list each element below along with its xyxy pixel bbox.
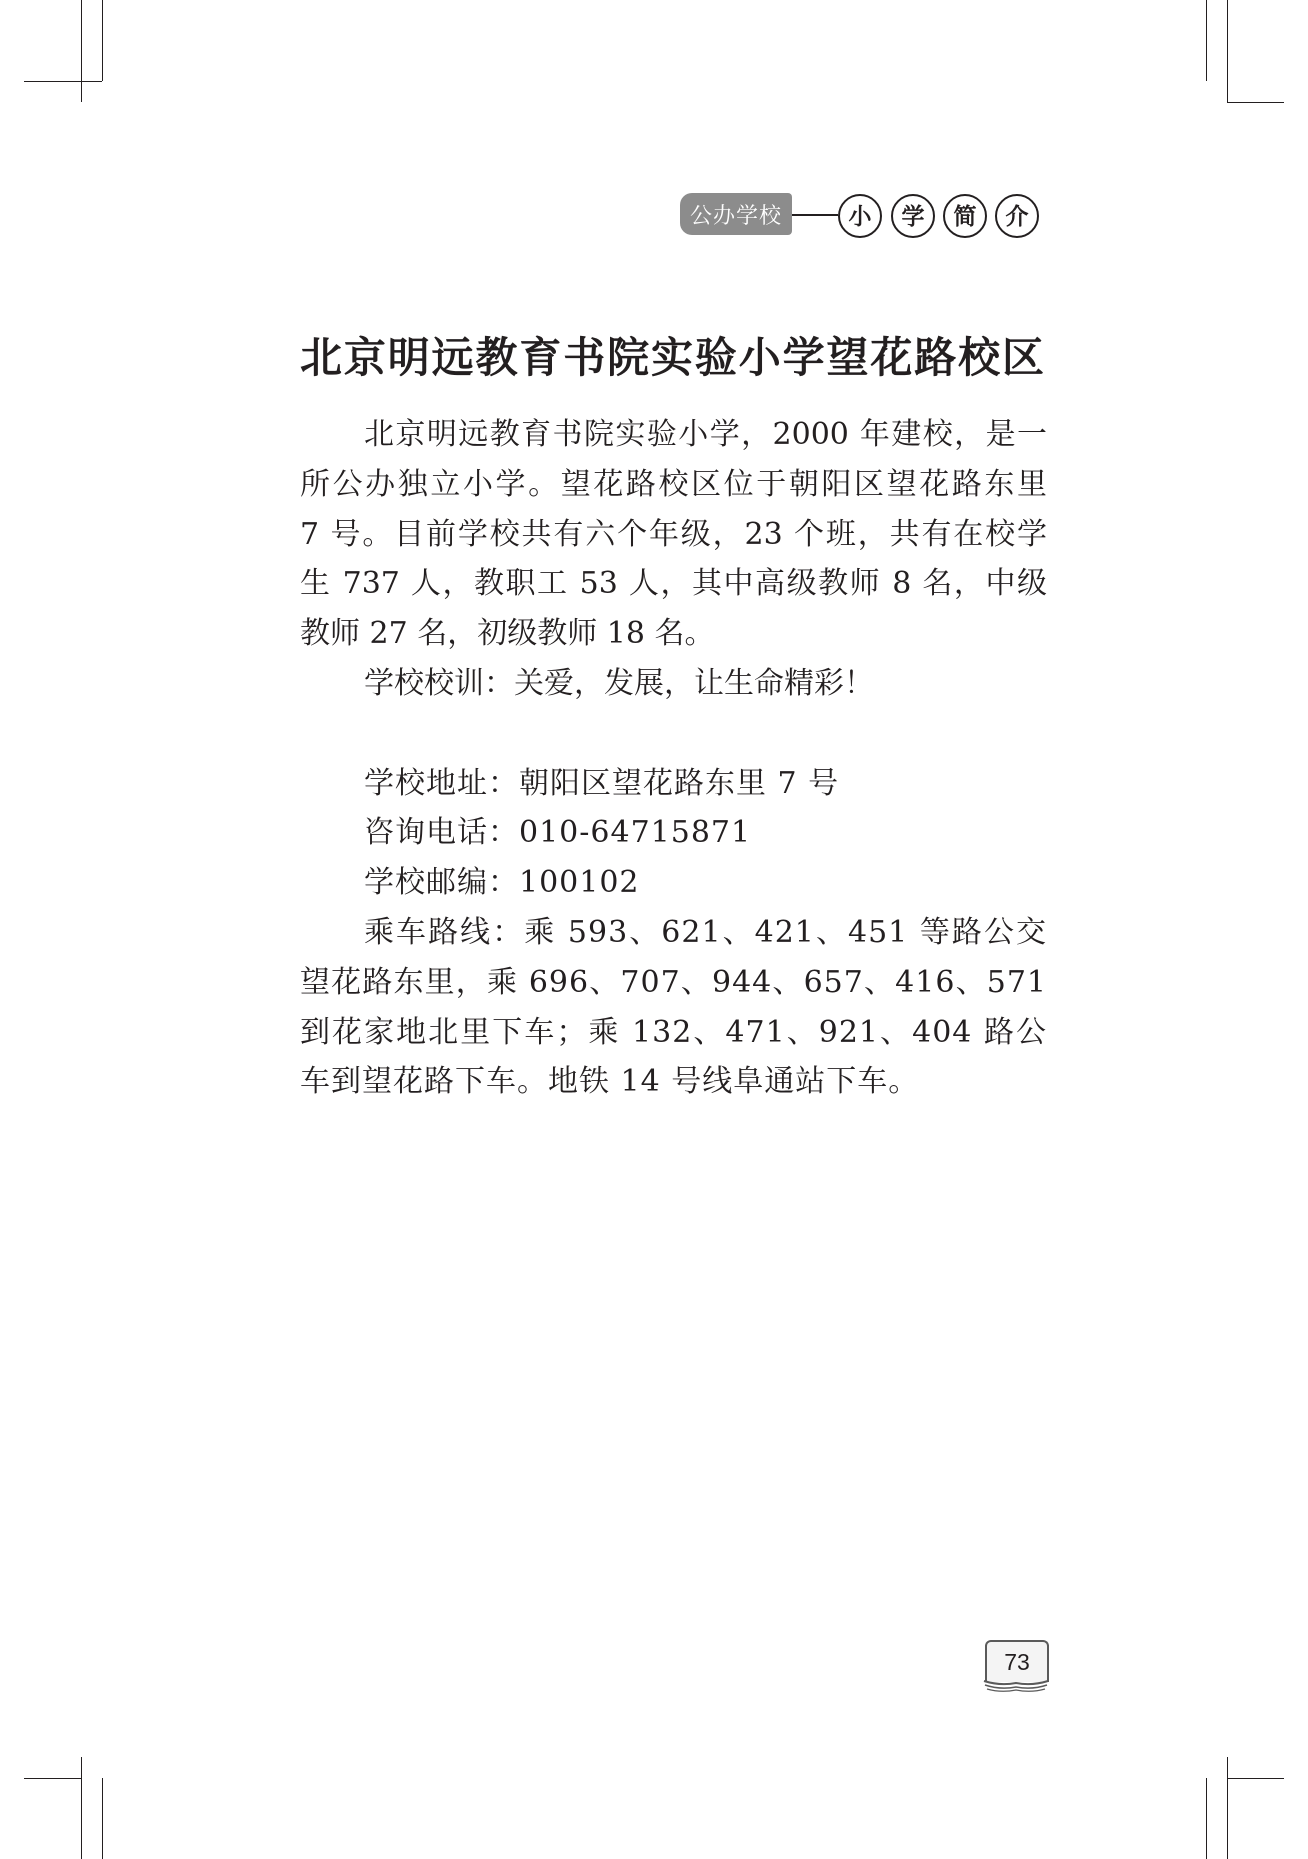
crop-mark	[24, 81, 102, 82]
address-label: 学校地址：	[364, 765, 519, 801]
crop-mark	[1227, 1757, 1228, 1859]
postcode-value: 100102	[519, 865, 640, 901]
crop-mark	[81, 0, 82, 102]
crop-mark	[24, 1778, 81, 1779]
postcode-line	[300, 858, 1047, 908]
address-value: 朝阳区望花路东里 7 号	[519, 765, 840, 801]
crop-mark	[1227, 1778, 1284, 1779]
book-pages-icon	[983, 1680, 1049, 1692]
intro-line: 7 号。目前学校共有六个年级，23 个班，共有在校学	[300, 516, 1047, 552]
crop-mark	[1206, 1778, 1207, 1859]
phone-line	[300, 808, 1047, 858]
section-char-circle: 简	[943, 194, 987, 238]
section-char-circle: 介	[995, 194, 1039, 238]
crop-mark	[81, 1757, 82, 1859]
route-label: 乘车路线：	[364, 914, 525, 950]
route-line: 车到望花路下车。地铁 14 号线阜通站下车。	[300, 1064, 920, 1100]
header-connector-line	[792, 214, 838, 216]
phone-value: 010-64715871	[519, 815, 752, 851]
address-line	[300, 759, 1047, 809]
section-char-circle: 学	[891, 194, 935, 238]
crop-mark	[1206, 0, 1207, 81]
intro-line: 教师 27 名，初级教师 18 名。	[300, 616, 715, 652]
intro-line: 北京明远教育书院实验小学，2000 年建校，是一	[364, 417, 1047, 452]
phone-label: 咨询电话：	[364, 815, 519, 851]
route-line	[300, 908, 1047, 958]
school-motto: 学校校训：关爱，发展，让生命精彩！	[364, 665, 874, 701]
body-text	[300, 410, 1047, 1107]
route-line: 望花路东里，乘 696、707、944、657、416、571	[300, 964, 1047, 1000]
intro-line: 所公办独立小学。望花路校区位于朝阳区望花路东里	[300, 466, 1047, 502]
crop-mark	[1227, 102, 1284, 103]
route-line: 到花家地北里下车；乘 132、471、921、404 路公	[300, 1014, 1047, 1050]
category-tag: 公办学校	[680, 193, 792, 235]
intro-line: 生 737 人，教职工 53 人，其中高级教师 8 名，中级	[300, 566, 1047, 602]
crop-mark	[102, 0, 103, 81]
page-title: 北京明远教育书院实验小学望花路校区	[300, 334, 1044, 381]
blank-line	[300, 709, 1047, 759]
section-char-circle: 小	[838, 194, 882, 238]
postcode-label: 学校邮编：	[364, 865, 519, 901]
page-number: 73	[985, 1640, 1049, 1682]
route-value: 乘 593、621、421、451 等路公交	[524, 914, 1047, 950]
crop-mark	[1227, 0, 1228, 102]
crop-mark	[102, 1778, 103, 1859]
